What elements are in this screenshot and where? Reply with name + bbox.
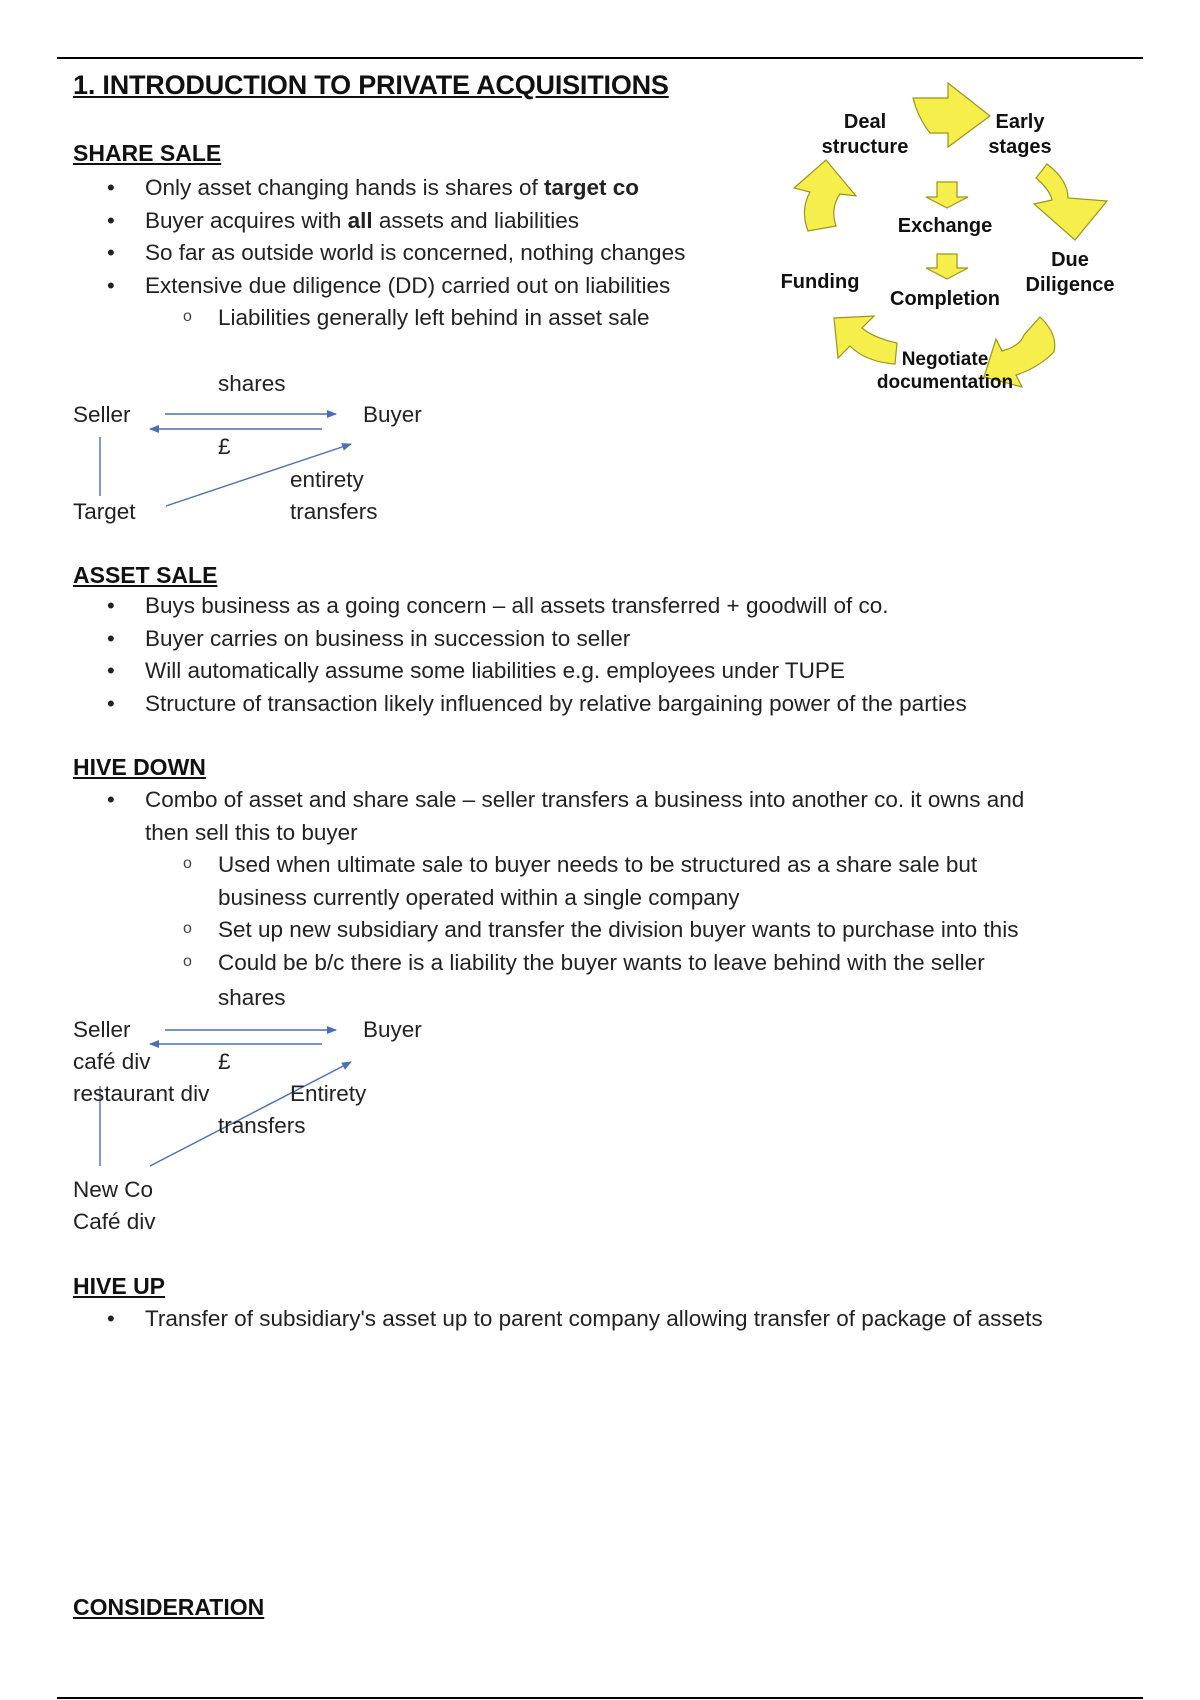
sub-list-item: o Could be b/c there is a liability the buyer wants to leave behind with the seller (73, 947, 1024, 980)
list-item: • Buys business as a going concern – all assets transferred + goodwill of co. (73, 590, 967, 623)
sub-list-item: o Used when ultimate sale to buyer needs to be structured as a share sale but business currently operated within a single company (73, 849, 1024, 914)
buyer-label: Buyer (363, 1017, 422, 1042)
list-item: • Buyer carries on business in succession to seller (73, 623, 967, 656)
list-item: • So far as outside world is concerned, nothing changes (73, 237, 685, 270)
consideration-heading: CONSIDERATION (73, 1594, 265, 1620)
transfers-label: transfers (218, 1113, 306, 1138)
cafe-div-label: café div (73, 1049, 151, 1074)
list-item: • Combo of asset and share sale – seller transfers a business into another co. it owns and then sell this to buyer (73, 784, 1024, 849)
list-item: • Extensive due diligence (DD) carried out on liabilities (73, 270, 685, 303)
share-sale-heading: SHARE SALE (73, 140, 222, 166)
restaurant-div-label: restaurant div (73, 1081, 210, 1106)
shares-label: shares (218, 985, 286, 1010)
cycle-label-funding: Funding (780, 271, 860, 293)
list-item: • Only asset changing hands is shares of target co (73, 172, 685, 205)
hive-down-heading: HIVE DOWN (73, 754, 206, 780)
page-title: 1. INTRODUCTION TO PRIVATE ACQUISITIONS (73, 70, 669, 100)
transfers-label: transfers (290, 499, 378, 524)
new-co-label: New Co (73, 1177, 154, 1202)
asset-sale-heading: ASSET SALE (73, 562, 218, 588)
new-co-cafe-label: Café div (73, 1209, 156, 1234)
cycle-label-due-diligence: Due Diligence (1025, 249, 1115, 296)
cycle-label-completion: Completion (890, 288, 1000, 310)
cycle-label-deal-structure: Deal structure (821, 111, 909, 158)
cycle-label-early-stages: Early stages (988, 111, 1052, 158)
seller-label: Seller (73, 1017, 131, 1042)
list-item: • Transfer of subsidiary's asset up to parent company allowing transfer of package of assets (73, 1303, 1043, 1336)
sub-list-item: o Liabilities generally left behind in asset sale (73, 302, 685, 335)
bottom-rule (57, 1697, 1143, 1699)
hive-up-list (73, 1303, 1043, 1336)
entirety-label: entirety (290, 467, 364, 492)
hive-up-heading: HIVE UP (73, 1273, 166, 1299)
cycle-label-negotiate-documentation: Negotiate documentation (876, 349, 1014, 393)
list-item: • Structure of transaction likely influenced by relative bargaining power of the parties (73, 688, 967, 721)
cycle-label-exchange: Exchange (897, 215, 993, 237)
target-label: Target (73, 499, 136, 524)
list-item: • Buyer acquires with all assets and liabilities (73, 205, 685, 238)
buyer-label: Buyer (363, 402, 422, 427)
entirety-label: Entirety (290, 1081, 367, 1106)
list-item: • Will automatically assume some liabilities e.g. employees under TUPE (73, 655, 967, 688)
sub-list-item: o Set up new subsidiary and transfer the division buyer wants to purchase into this (73, 914, 1024, 947)
pound-label: £ (218, 434, 231, 459)
shares-label: shares (218, 371, 286, 396)
pound-label: £ (218, 1049, 231, 1074)
seller-label: Seller (73, 402, 131, 427)
